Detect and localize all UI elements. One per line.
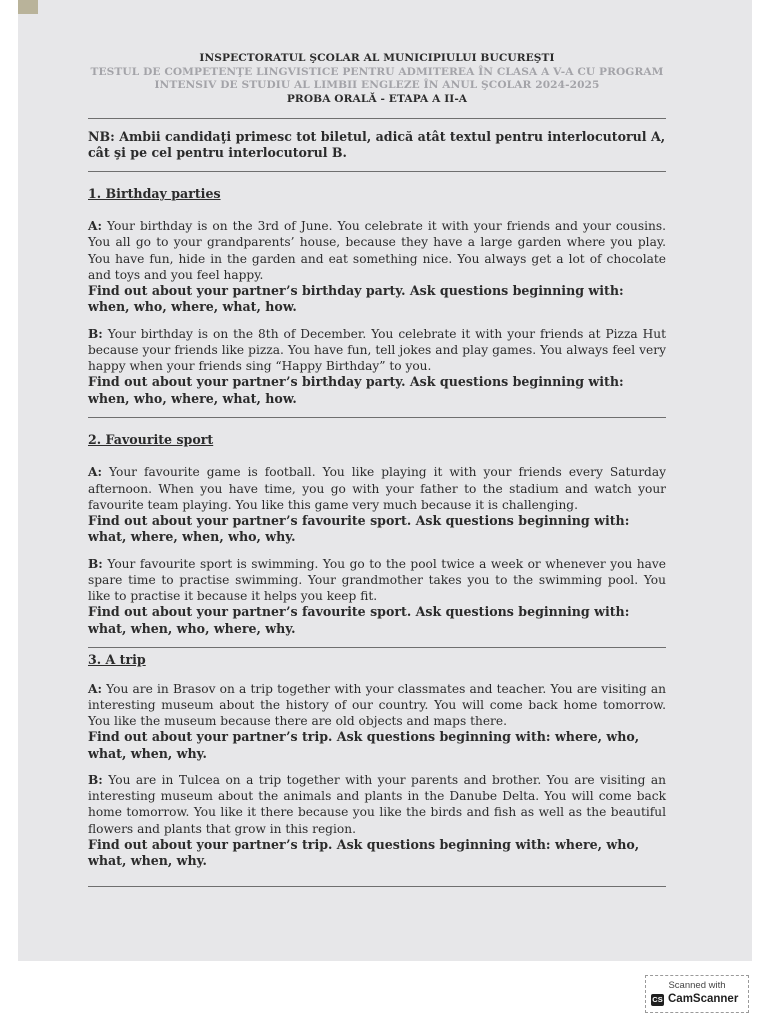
divider <box>88 417 666 418</box>
camscanner-brand: CamScanner <box>668 993 739 1005</box>
interlocutor-label: A: <box>88 219 102 234</box>
divider <box>88 886 666 887</box>
interlocutor-text: You are in Tulcea on a trip together with your parents and brother. You are visiting an interesting museum about the animals and plants in the Danube Delta. You will come back home tomorrow. You like it there because you like the birds and fish as well as the beautiful flowers and plants that grow in this region. <box>88 772 666 836</box>
interlocutor-text: Your favourite sport is swimming. You go to the pool twice a week or whenever you have spare time to practise swimming. Your grandmother takes you to the swimming pool. You like to practise it because it helps you keep fit. <box>88 556 667 604</box>
interlocutor-b-block <box>88 556 666 637</box>
interlocutor-task: Find out about your partner’s birthday party. Ask questions beginning with: when, who, where, what, how. <box>88 283 624 315</box>
nb-note: NB: Ambii candidaţi primesc tot biletul, adică atât textul pentru interlocutorul A, cât şi pe cel pentru interlocutorul B. <box>88 129 666 160</box>
header-line-1: INSPECTORATUL ŞCOLAR AL MUNICIPIULUI BUCUREŞTI <box>199 52 555 64</box>
camscanner-logo-icon: CS <box>652 995 663 1004</box>
section-title: 1. Birthday parties <box>88 186 221 201</box>
interlocutor-text: You are in Brasov on a trip together with your classmates and teacher. You are visiting an interesting museum about the history of our country. You will come back home tomorrow. You like the museum because there are old objects and maps there. <box>88 681 666 728</box>
header-line-2: TESTUL DE COMPETENŢE LINGVISTICE PENTRU ADMITEREA ÎN CLASA A V-A CU PROGRAM <box>90 65 664 78</box>
interlocutor-task: Find out about your partner’s birthday party. Ask questions beginning with: when, who, where, what, how. <box>88 374 624 406</box>
interlocutor-label: A: <box>88 681 102 696</box>
interlocutor-a-block <box>88 464 666 545</box>
document-header <box>88 52 666 106</box>
interlocutor-text: Your favourite game is football. You like playing it with your friends every Saturday afternoon. When you have time, you go with your father to the stadium and watch your favourite team playing. You like this game very much because it is challenging. <box>88 465 667 512</box>
divider <box>88 118 666 119</box>
document-content <box>88 52 666 887</box>
section-title: 3. A trip <box>88 652 146 668</box>
interlocutor-label: B: <box>88 326 103 341</box>
section-a-trip <box>88 652 666 869</box>
interlocutor-task: Find out about your partner’s trip. Ask questions beginning with: where, who, what, when, why. <box>88 729 640 761</box>
divider <box>88 647 666 648</box>
interlocutor-text: Your birthday is on the 3rd of June. You celebrate it with your friends and your cousins. You all go to your grandparents’ house, because they have a large garden where you play. You have fun, hide in the garden and eat something nice. You always get a lot of chocolate and toys and you feel happy. <box>88 219 667 282</box>
section-birthday-parties <box>88 186 666 407</box>
section-favourite-sport <box>88 432 666 637</box>
interlocutor-a-block <box>88 681 666 762</box>
section-title: 2. Favourite sport <box>88 432 214 448</box>
interlocutor-label: B: <box>88 772 103 787</box>
divider <box>88 171 666 172</box>
scanned-with-label: Scanned with <box>668 980 726 991</box>
camscanner-badge <box>645 975 749 1013</box>
interlocutor-b-block <box>88 326 666 407</box>
interlocutor-text: Your birthday is on the 8th of December. You celebrate it with your friends at Pizza Hut because your friends like pizza. You have fun, tell jokes and play games. You always feel very happy when your friends sing “Happy Birthday” to you. <box>88 326 666 374</box>
header-line-3: INTENSIV DE STUDIU AL LIMBII ENGLEZE ÎN ANUL ŞCOLAR 2024-2025 <box>154 79 600 91</box>
page-corner-mark <box>18 0 38 14</box>
interlocutor-task: Find out about your partner’s trip. Ask questions beginning with: where, who, what, when, why. <box>88 836 640 869</box>
interlocutor-b-block <box>88 772 666 870</box>
interlocutor-label: B: <box>88 556 103 571</box>
interlocutor-task: Find out about your partner’s favourite sport. Ask questions beginning with: what, where, when, who, why. <box>88 513 630 545</box>
interlocutor-task: Find out about your partner’s favourite sport. Ask questions beginning with: what, when, who, where, why. <box>88 604 630 636</box>
header-line-4: PROBA ORALĂ - ETAPA A II-A <box>286 92 468 105</box>
interlocutor-a-block <box>88 218 666 316</box>
interlocutor-label: A: <box>88 465 102 480</box>
